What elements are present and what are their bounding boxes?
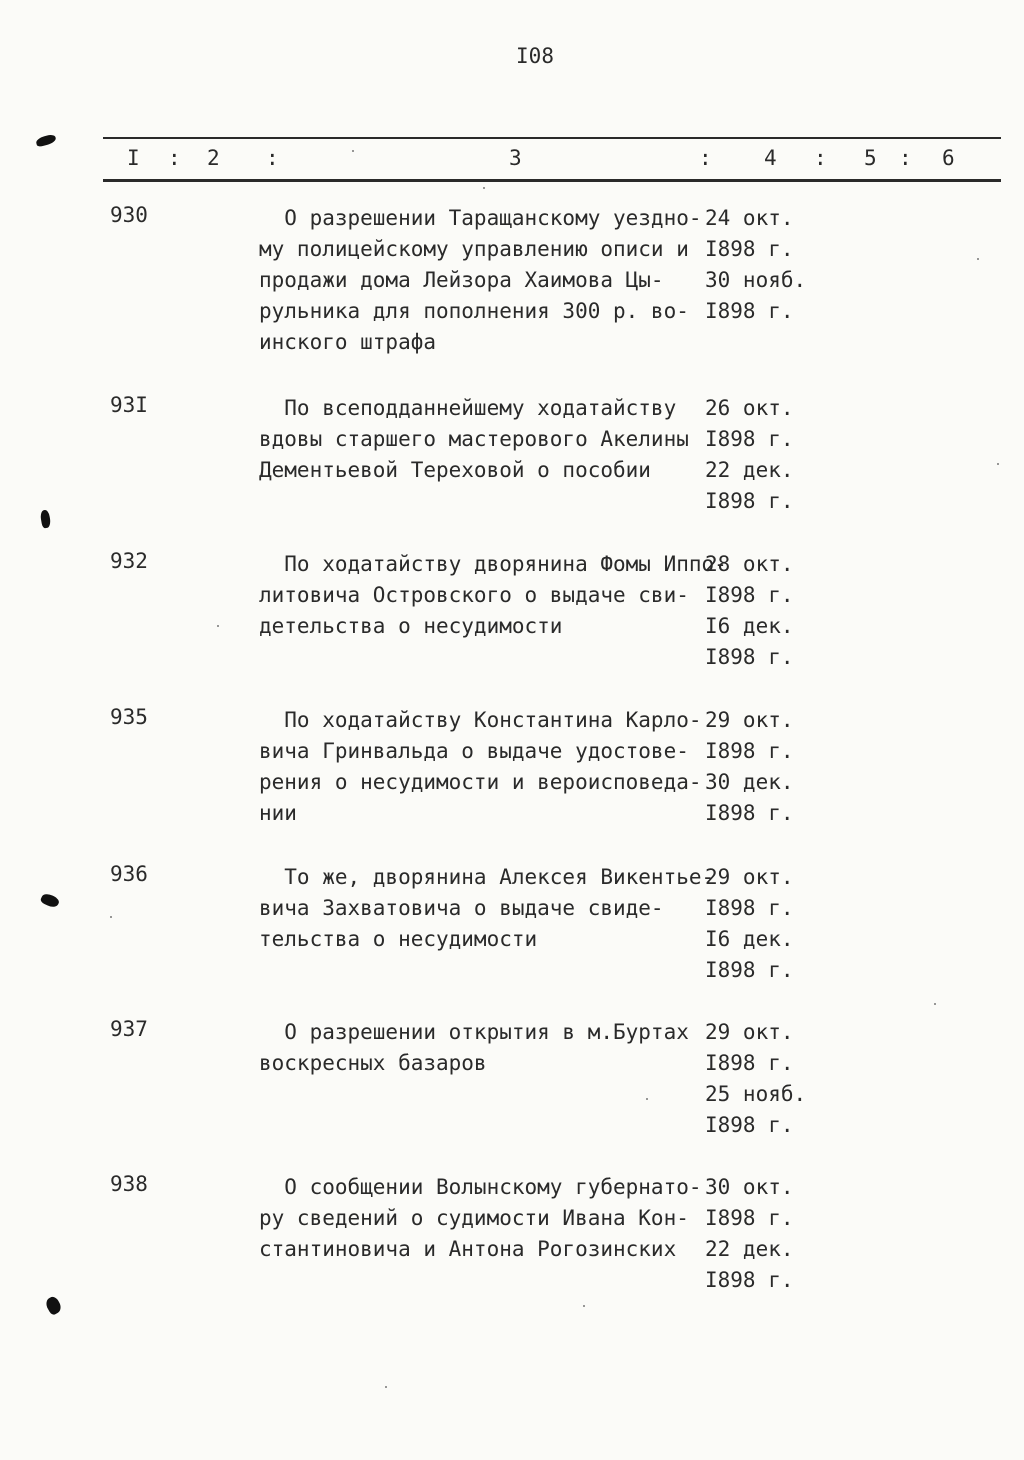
entry-description xyxy=(259,862,715,955)
date-line: 29 окт. xyxy=(705,708,794,732)
description-line: ру сведений о судимости Ивана Кон- xyxy=(259,1206,689,1230)
entry-number: 936 xyxy=(110,862,148,886)
date-line: I898 г. xyxy=(705,1268,794,1292)
description-line: То же, дворянина Алексея Викентье- xyxy=(259,865,715,889)
header-separator-5: : xyxy=(899,146,912,170)
entry-number: 932 xyxy=(110,549,148,573)
entry-description xyxy=(259,203,709,358)
description-line: вича Захватовича о выдаче свиде- xyxy=(259,896,664,920)
header-col-5: 5 xyxy=(864,146,877,170)
header-separator-1: : xyxy=(168,146,181,170)
header-col-6: 6 xyxy=(942,146,955,170)
entry-number: 935 xyxy=(110,705,148,729)
date-line: 29 окт. xyxy=(705,865,794,889)
date-line: 30 окт. xyxy=(705,1175,794,1199)
description-line: литовича Островского о выдаче сви- xyxy=(259,583,689,607)
header-separator-2: : xyxy=(266,146,279,170)
description-line: Дементьевой Тереховой о пособии xyxy=(259,458,651,482)
entry-dates xyxy=(705,1172,794,1296)
header-separator-4: : xyxy=(814,146,827,170)
scan-speck xyxy=(997,463,999,465)
description-line: О сообщении Волынскому губернато- xyxy=(259,1175,702,1199)
description-line: тельства о несудимости xyxy=(259,927,538,951)
date-line: I6 дек. xyxy=(705,614,794,638)
scan-speck xyxy=(646,1098,648,1100)
description-line: продажи дома Лейзора Хаимова Цы- xyxy=(259,268,664,292)
date-line: I898 г. xyxy=(705,427,794,451)
scan-speck xyxy=(352,150,354,152)
date-line: 22 дек. xyxy=(705,458,794,482)
entry-dates xyxy=(705,549,794,673)
description-line: рения о несудимости и вероисповеда- xyxy=(259,770,702,794)
entry-number: 93I xyxy=(110,393,148,417)
description-line: инского штрафа xyxy=(259,330,437,354)
scan-speck xyxy=(483,187,485,189)
date-line: 28 окт. xyxy=(705,552,794,576)
date-line: 25 нояб. xyxy=(705,1082,807,1106)
date-line: I898 г. xyxy=(705,1051,794,1075)
header-top-rule xyxy=(103,137,1001,139)
date-line: I898 г. xyxy=(705,1113,794,1137)
entry-dates xyxy=(705,1017,806,1141)
scan-speck xyxy=(110,916,112,918)
date-line: 30 нояб. xyxy=(705,268,807,292)
date-line: 26 окт. xyxy=(705,396,794,420)
date-line: 24 окт. xyxy=(705,206,794,230)
binding-mark xyxy=(35,134,57,148)
description-line: вдовы старшего мастерового Акелины xyxy=(259,427,689,451)
description-line: детельства о несудимости xyxy=(259,614,563,638)
header-bottom-rule xyxy=(103,179,1001,182)
description-line: воскресных базаров xyxy=(259,1051,487,1075)
entry-dates xyxy=(705,393,794,517)
date-line: I898 г. xyxy=(705,1206,794,1230)
date-line: I898 г. xyxy=(705,801,794,825)
description-line: стантиновича и Антона Рогозинских xyxy=(259,1237,677,1261)
entry-description xyxy=(259,705,709,829)
header-col-4: 4 xyxy=(764,146,777,170)
date-line: I6 дек. xyxy=(705,927,794,951)
description-line: му полицейскому управлению описи и xyxy=(259,237,689,261)
header-col-3: 3 xyxy=(509,146,522,170)
description-line: По ходатайству дворянина Фомы Иппо- xyxy=(259,552,727,576)
date-line: 22 дек. xyxy=(705,1237,794,1261)
header-separator-3: : xyxy=(699,146,712,170)
entry-description xyxy=(259,549,727,642)
binding-mark xyxy=(40,509,52,528)
date-line: I898 г. xyxy=(705,958,794,982)
date-line: I898 г. xyxy=(705,739,794,763)
entry-dates xyxy=(705,203,806,327)
entry-number: 938 xyxy=(110,1172,148,1196)
date-line: I898 г. xyxy=(705,645,794,669)
header-col-2: 2 xyxy=(207,146,220,170)
entry-number: 930 xyxy=(110,203,148,227)
header-col-1: I xyxy=(127,146,140,170)
entry-dates xyxy=(705,862,794,986)
scan-speck xyxy=(385,1386,387,1388)
date-line: I898 г. xyxy=(705,583,794,607)
entry-dates xyxy=(705,705,794,829)
description-line: По всеподданнейшему ходатайству xyxy=(259,396,677,420)
entry-number: 937 xyxy=(110,1017,148,1041)
date-line: I898 г. xyxy=(705,299,794,323)
date-line: 29 окт. xyxy=(705,1020,794,1044)
binding-mark xyxy=(40,892,61,910)
binding-mark xyxy=(44,1295,64,1316)
entry-description xyxy=(259,1017,709,1079)
entry-description xyxy=(259,1172,709,1265)
scan-speck xyxy=(217,625,219,627)
description-line: рульника для пополнения 300 р. во- xyxy=(259,299,689,323)
description-line: вича Гринвальда о выдаче удостове- xyxy=(259,739,689,763)
scan-speck xyxy=(977,258,979,260)
date-line: I898 г. xyxy=(705,896,794,920)
scan-speck xyxy=(934,1003,936,1005)
description-line: О разрешении открытия в м.Буртах xyxy=(259,1020,689,1044)
scan-speck xyxy=(583,1305,585,1307)
date-line: 30 дек. xyxy=(705,770,794,794)
date-line: I898 г. xyxy=(705,237,794,261)
page-number: I08 xyxy=(516,44,554,68)
description-line: О разрешении Таращанскому уездно- xyxy=(259,206,702,230)
description-line: По ходатайству Константина Карло- xyxy=(259,708,702,732)
date-line: I898 г. xyxy=(705,489,794,513)
entry-description xyxy=(259,393,709,486)
description-line: нии xyxy=(259,801,297,825)
